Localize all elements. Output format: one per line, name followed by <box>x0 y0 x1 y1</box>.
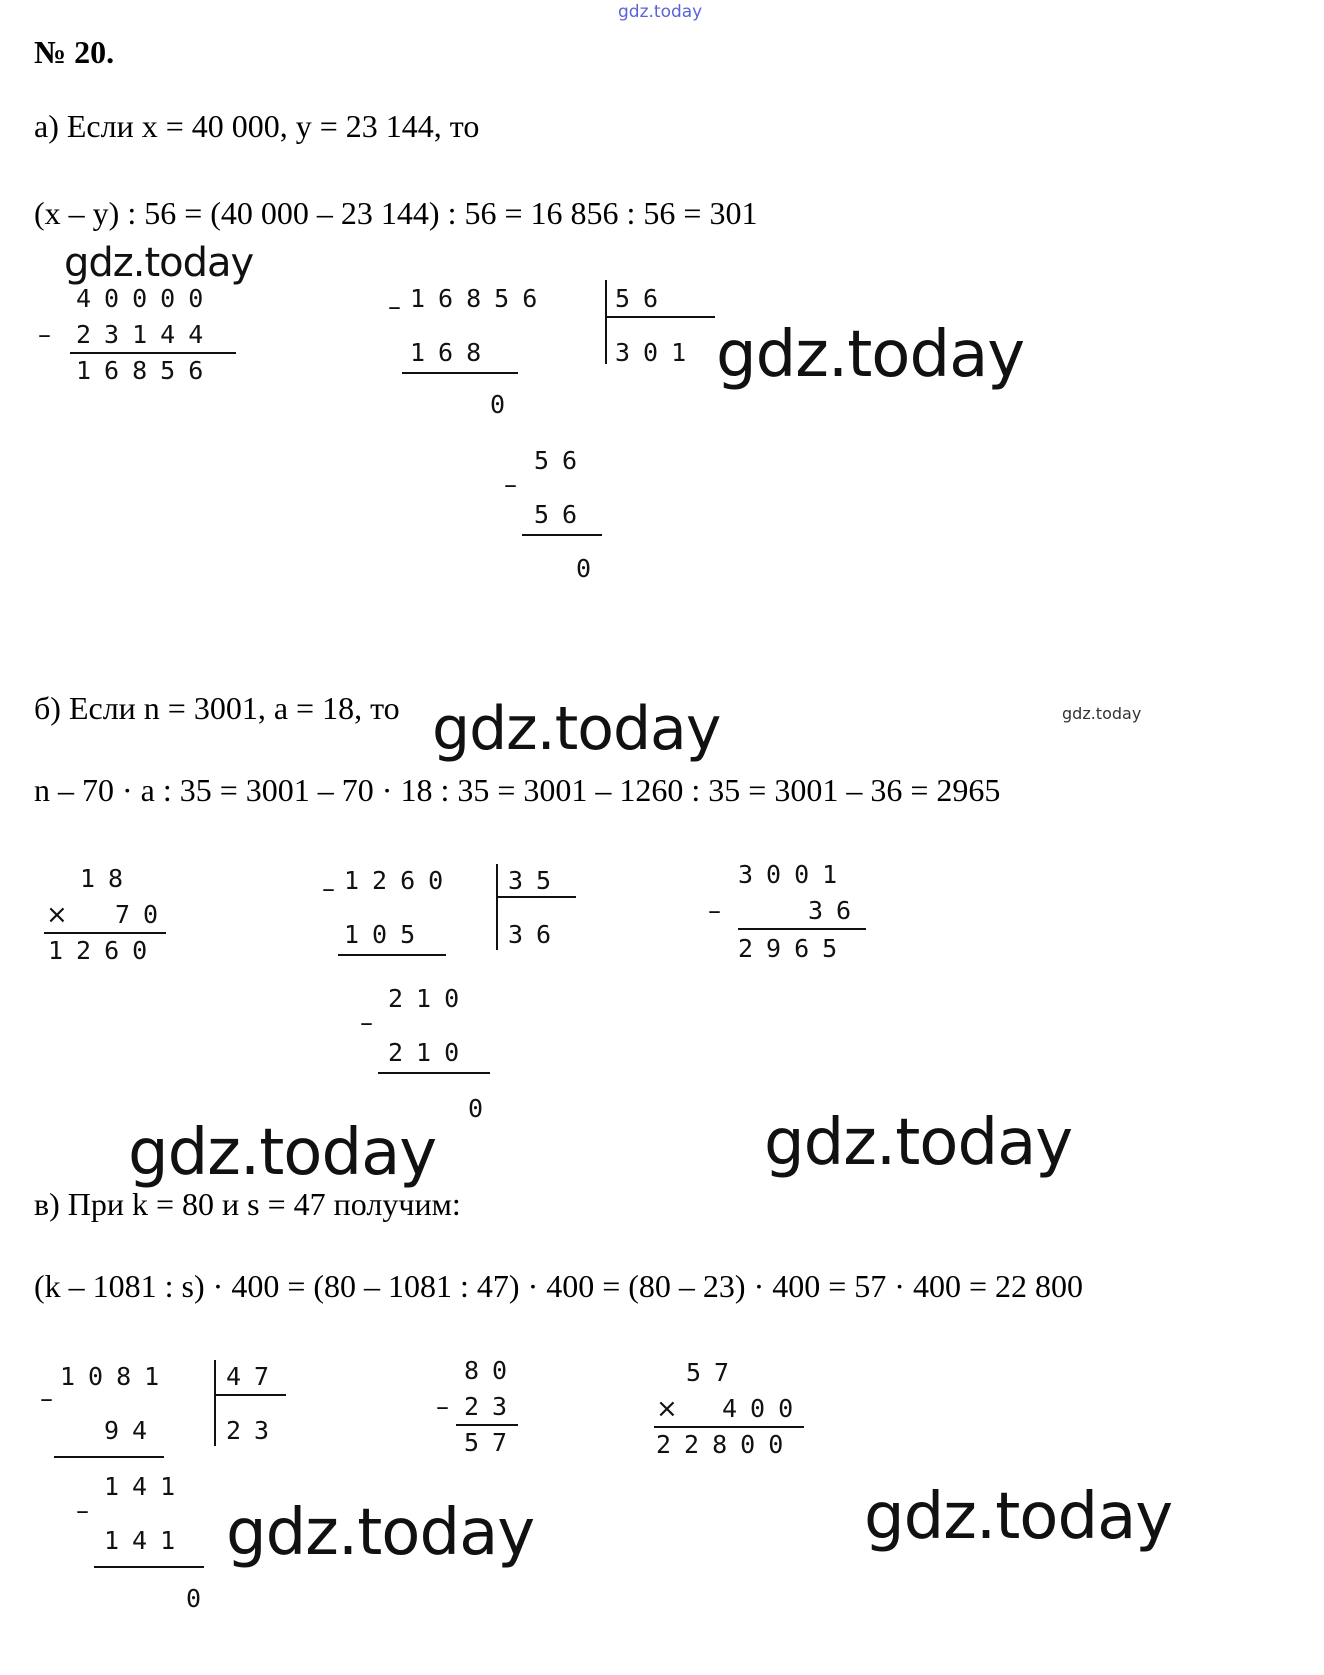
watermark-top: gdz.today <box>618 2 703 22</box>
step1: 168 <box>410 338 495 367</box>
minus-sign: – <box>388 292 401 322</box>
step2-line <box>378 1072 490 1074</box>
remainder: 0 <box>468 1094 497 1123</box>
quotient: 23 <box>226 1416 283 1445</box>
result-line <box>456 1424 518 1426</box>
division-bar <box>214 1360 216 1446</box>
times-sign: × <box>46 900 68 930</box>
step1-line <box>54 1456 164 1458</box>
factor-a: 57 <box>686 1358 743 1387</box>
minus-sign: – <box>708 896 721 926</box>
minus-sign: – <box>38 320 51 350</box>
division-bar <box>496 864 498 950</box>
dividend: 1081 <box>60 1362 173 1391</box>
remainder: 0 <box>186 1584 215 1613</box>
part-a-given: а) Если x = 40 000, y = 23 144, то <box>34 108 480 144</box>
dividend: 16856 <box>410 284 551 313</box>
quotient-line <box>605 316 715 318</box>
result: 16856 <box>76 356 217 385</box>
step2-line <box>522 534 602 536</box>
part-a-expression: (x – y) : 56 = (40 000 – 23 144) : 56 = 16 856 : 56 = 301 <box>34 195 758 231</box>
watermark: gdz.today <box>226 1496 535 1570</box>
dividend: 1260 <box>344 866 457 895</box>
minus-sign: – <box>76 1496 89 1526</box>
quotient-line <box>214 1394 286 1396</box>
product: 22800 <box>656 1430 797 1459</box>
problem-title: № 20. <box>34 34 115 70</box>
result: 57 <box>464 1428 521 1457</box>
bring-down: 56 <box>534 446 591 475</box>
divisor: 35 <box>508 866 565 895</box>
remainder2: 0 <box>576 554 605 583</box>
result: 2965 <box>738 934 851 963</box>
product: 1260 <box>48 936 161 965</box>
factor-a: 18 <box>80 864 137 893</box>
step1-line <box>402 372 518 374</box>
minuend: 3001 <box>738 860 851 889</box>
factor-b: 400 <box>722 1394 807 1423</box>
quotient: 36 <box>508 920 565 949</box>
step2: 141 <box>104 1526 189 1555</box>
minus-sign: – <box>322 874 335 904</box>
bring-down: 210 <box>388 984 473 1013</box>
subtrahend: 23144 <box>76 320 217 349</box>
divisor: 56 <box>615 284 672 313</box>
result-line <box>654 1426 804 1428</box>
remainder1: 0 <box>490 390 519 419</box>
division-bar <box>605 280 607 364</box>
minus-sign: – <box>436 1392 449 1422</box>
divisor: 47 <box>226 1362 283 1391</box>
step1-line <box>338 954 446 956</box>
result-line <box>44 932 166 934</box>
part-c-expression: (k – 1081 : s) · 400 = (80 – 1081 : 47) · 400 = (80 – 23) · 400 = 57 · 400 = 22 800 <box>34 1268 1083 1304</box>
step1: 105 <box>344 920 429 949</box>
minus-sign: – <box>40 1384 53 1414</box>
factor-b: 70 <box>115 900 172 929</box>
result-line <box>738 928 866 930</box>
watermark: gdz.today <box>128 1116 437 1190</box>
watermark: gdz.today <box>432 694 721 764</box>
part-c-given: в) При k = 80 и s = 47 получим: <box>34 1186 461 1222</box>
step2-line <box>94 1566 204 1568</box>
subtrahend: 36 <box>808 896 865 925</box>
minuend: 80 <box>464 1356 521 1385</box>
bring-down: 141 <box>104 1472 189 1501</box>
watermark: gdz.today <box>64 240 254 286</box>
watermark-small: gdz.today <box>1062 704 1142 723</box>
quotient: 301 <box>615 338 700 367</box>
watermark: gdz.today <box>716 318 1025 392</box>
step2: 210 <box>388 1038 473 1067</box>
step2: 56 <box>534 500 591 529</box>
minuend: 40000 <box>76 284 217 313</box>
quotient-line <box>496 896 576 898</box>
watermark: gdz.today <box>764 1106 1073 1180</box>
watermark: gdz.today <box>864 1480 1173 1554</box>
times-sign: × <box>656 1394 678 1424</box>
part-b-expression: n – 70 · a : 35 = 3001 – 70 · 18 : 35 = 3001 – 1260 : 35 = 3001 – 36 = 2965 <box>34 772 1001 808</box>
part-b-given: б) Если n = 3001, a = 18, то <box>34 690 400 726</box>
minus-sign: – <box>360 1008 373 1038</box>
step1: 94 <box>104 1416 161 1445</box>
subtrahend: 23 <box>464 1392 521 1421</box>
minus-sign: – <box>504 470 517 500</box>
result-line <box>70 352 236 354</box>
